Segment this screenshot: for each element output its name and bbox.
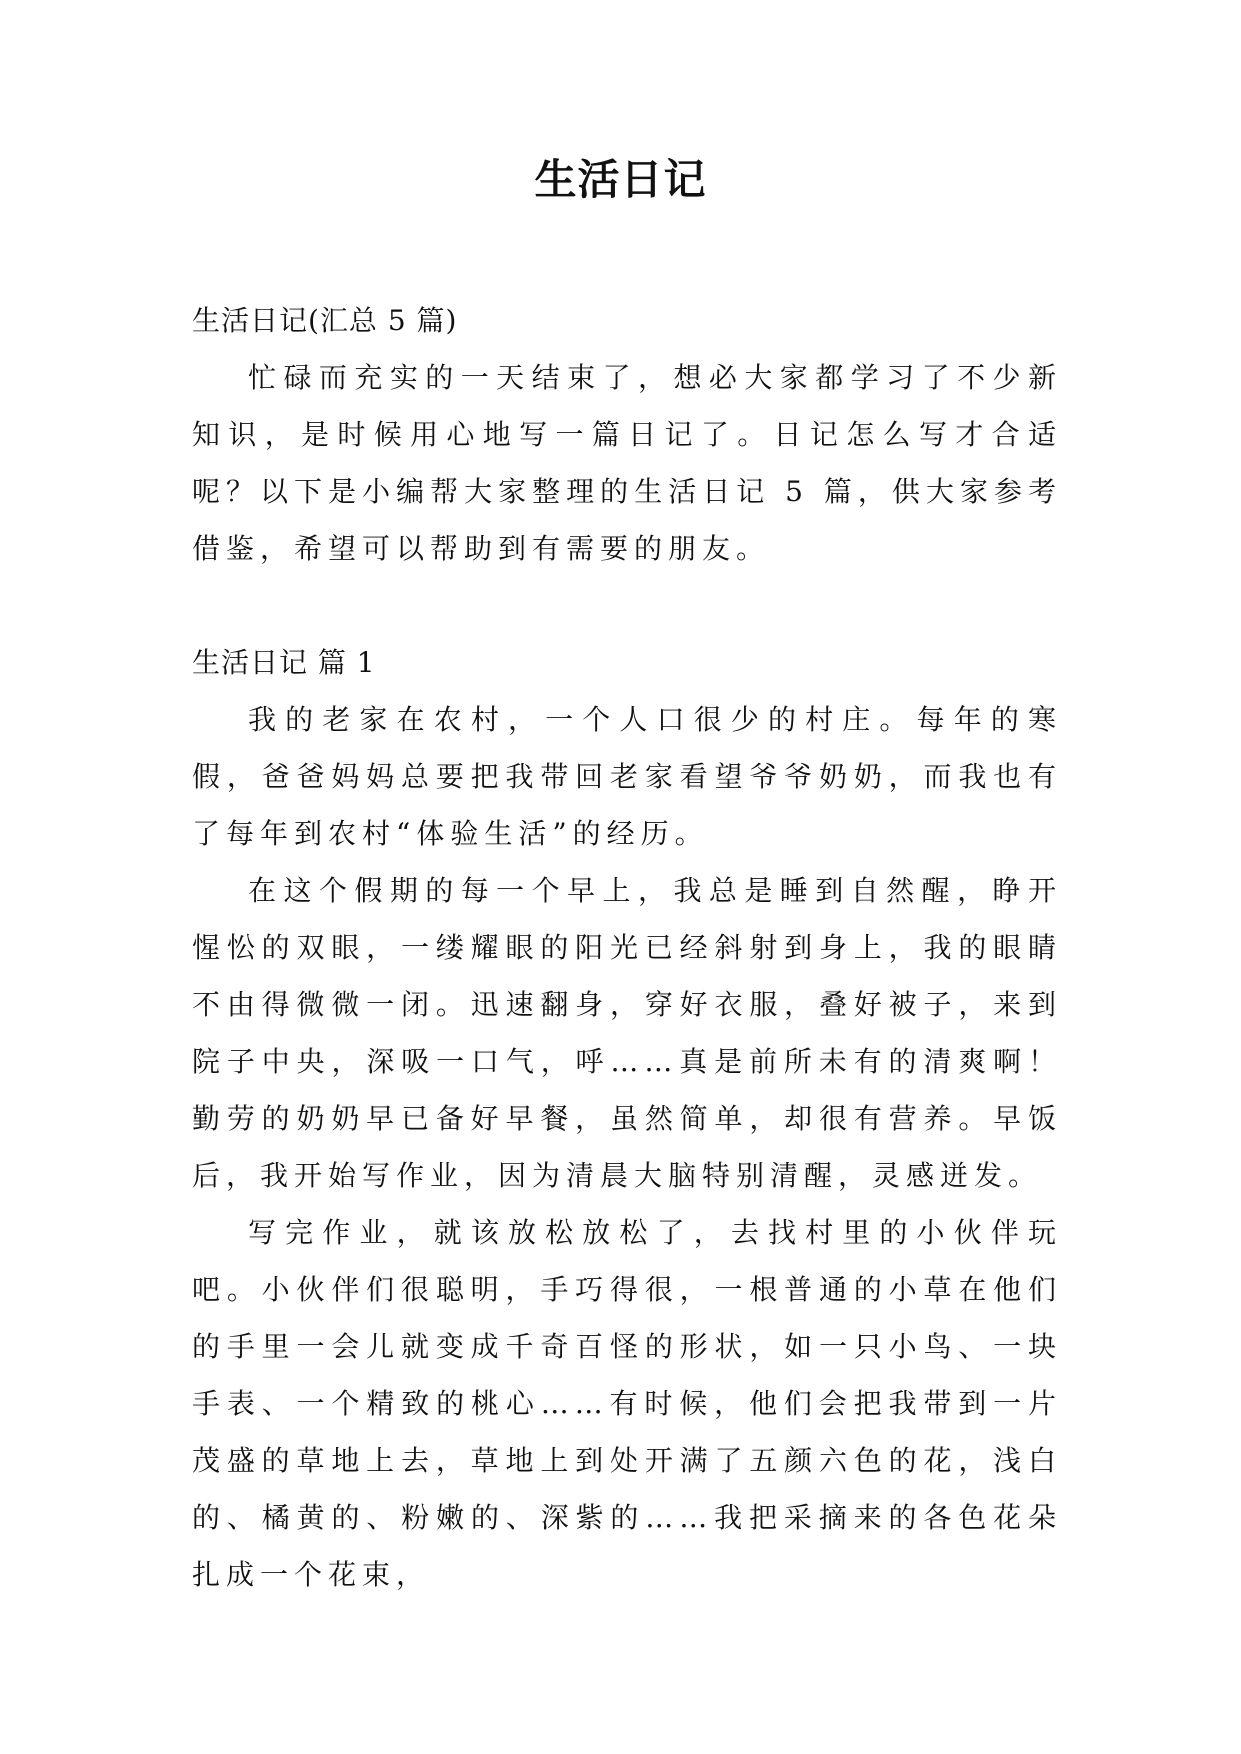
- body-paragraph: 在这个假期的每一个早上，我总是睡到自然醒，睁开惺忪的双眼，一缕耀眼的阳光已经斜射到身上，我的眼睛不由得微微一闭。迅速翻身，穿好衣服，叠好被子，来到院子中央，深吸一口气，呼……真是前所未有的清爽啊！勤劳的奶奶早已备好早餐，虽然简单，却很有营养。早饭后，我开始写作业，因为清晨大脑特别清醒，灵感迸发。: [192, 874, 1062, 1192]
- section-gap: [192, 577, 1062, 634]
- section-heading: 生活日记 篇 1: [192, 646, 376, 679]
- body-paragraph: 我的老家在农村，一个人口很少的村庄。每年的寒假，爸爸妈妈总要把我带回老家看望爷爷奶奶，而我也有了每年到农村“体验生活”的经历。: [192, 703, 1062, 850]
- document-title: 生活日记: [534, 155, 707, 204]
- document-body: [192, 292, 1062, 1603]
- document-subtitle: 生活日记(汇总 5 篇): [192, 304, 458, 337]
- intro-paragraph: 忙碌而充实的一天结束了，想必大家都学习了不少新知识，是时候用心地写一篇日记了。日记怎么写才合适呢？以下是小编帮大家整理的生活日记 5 篇，供大家参考借鉴，希望可以帮助到有需要的朋友。: [192, 361, 1062, 565]
- body-paragraph: 写完作业，就该放松放松了，去找村里的小伙伴玩吧。小伙伴们很聪明，手巧得很，一根普通的小草在他们的手里一会儿就变成千奇百怪的形状，如一只小鸟、一块手表、一个精致的桃心……有时候，他们会把我带到一片茂盛的草地上去，草地上到处开满了五颜六色的花，浅白的、橘黄的、粉嫩的、深紫的……我把采摘来的各色花朵扎成一个花束，: [192, 1216, 1062, 1591]
